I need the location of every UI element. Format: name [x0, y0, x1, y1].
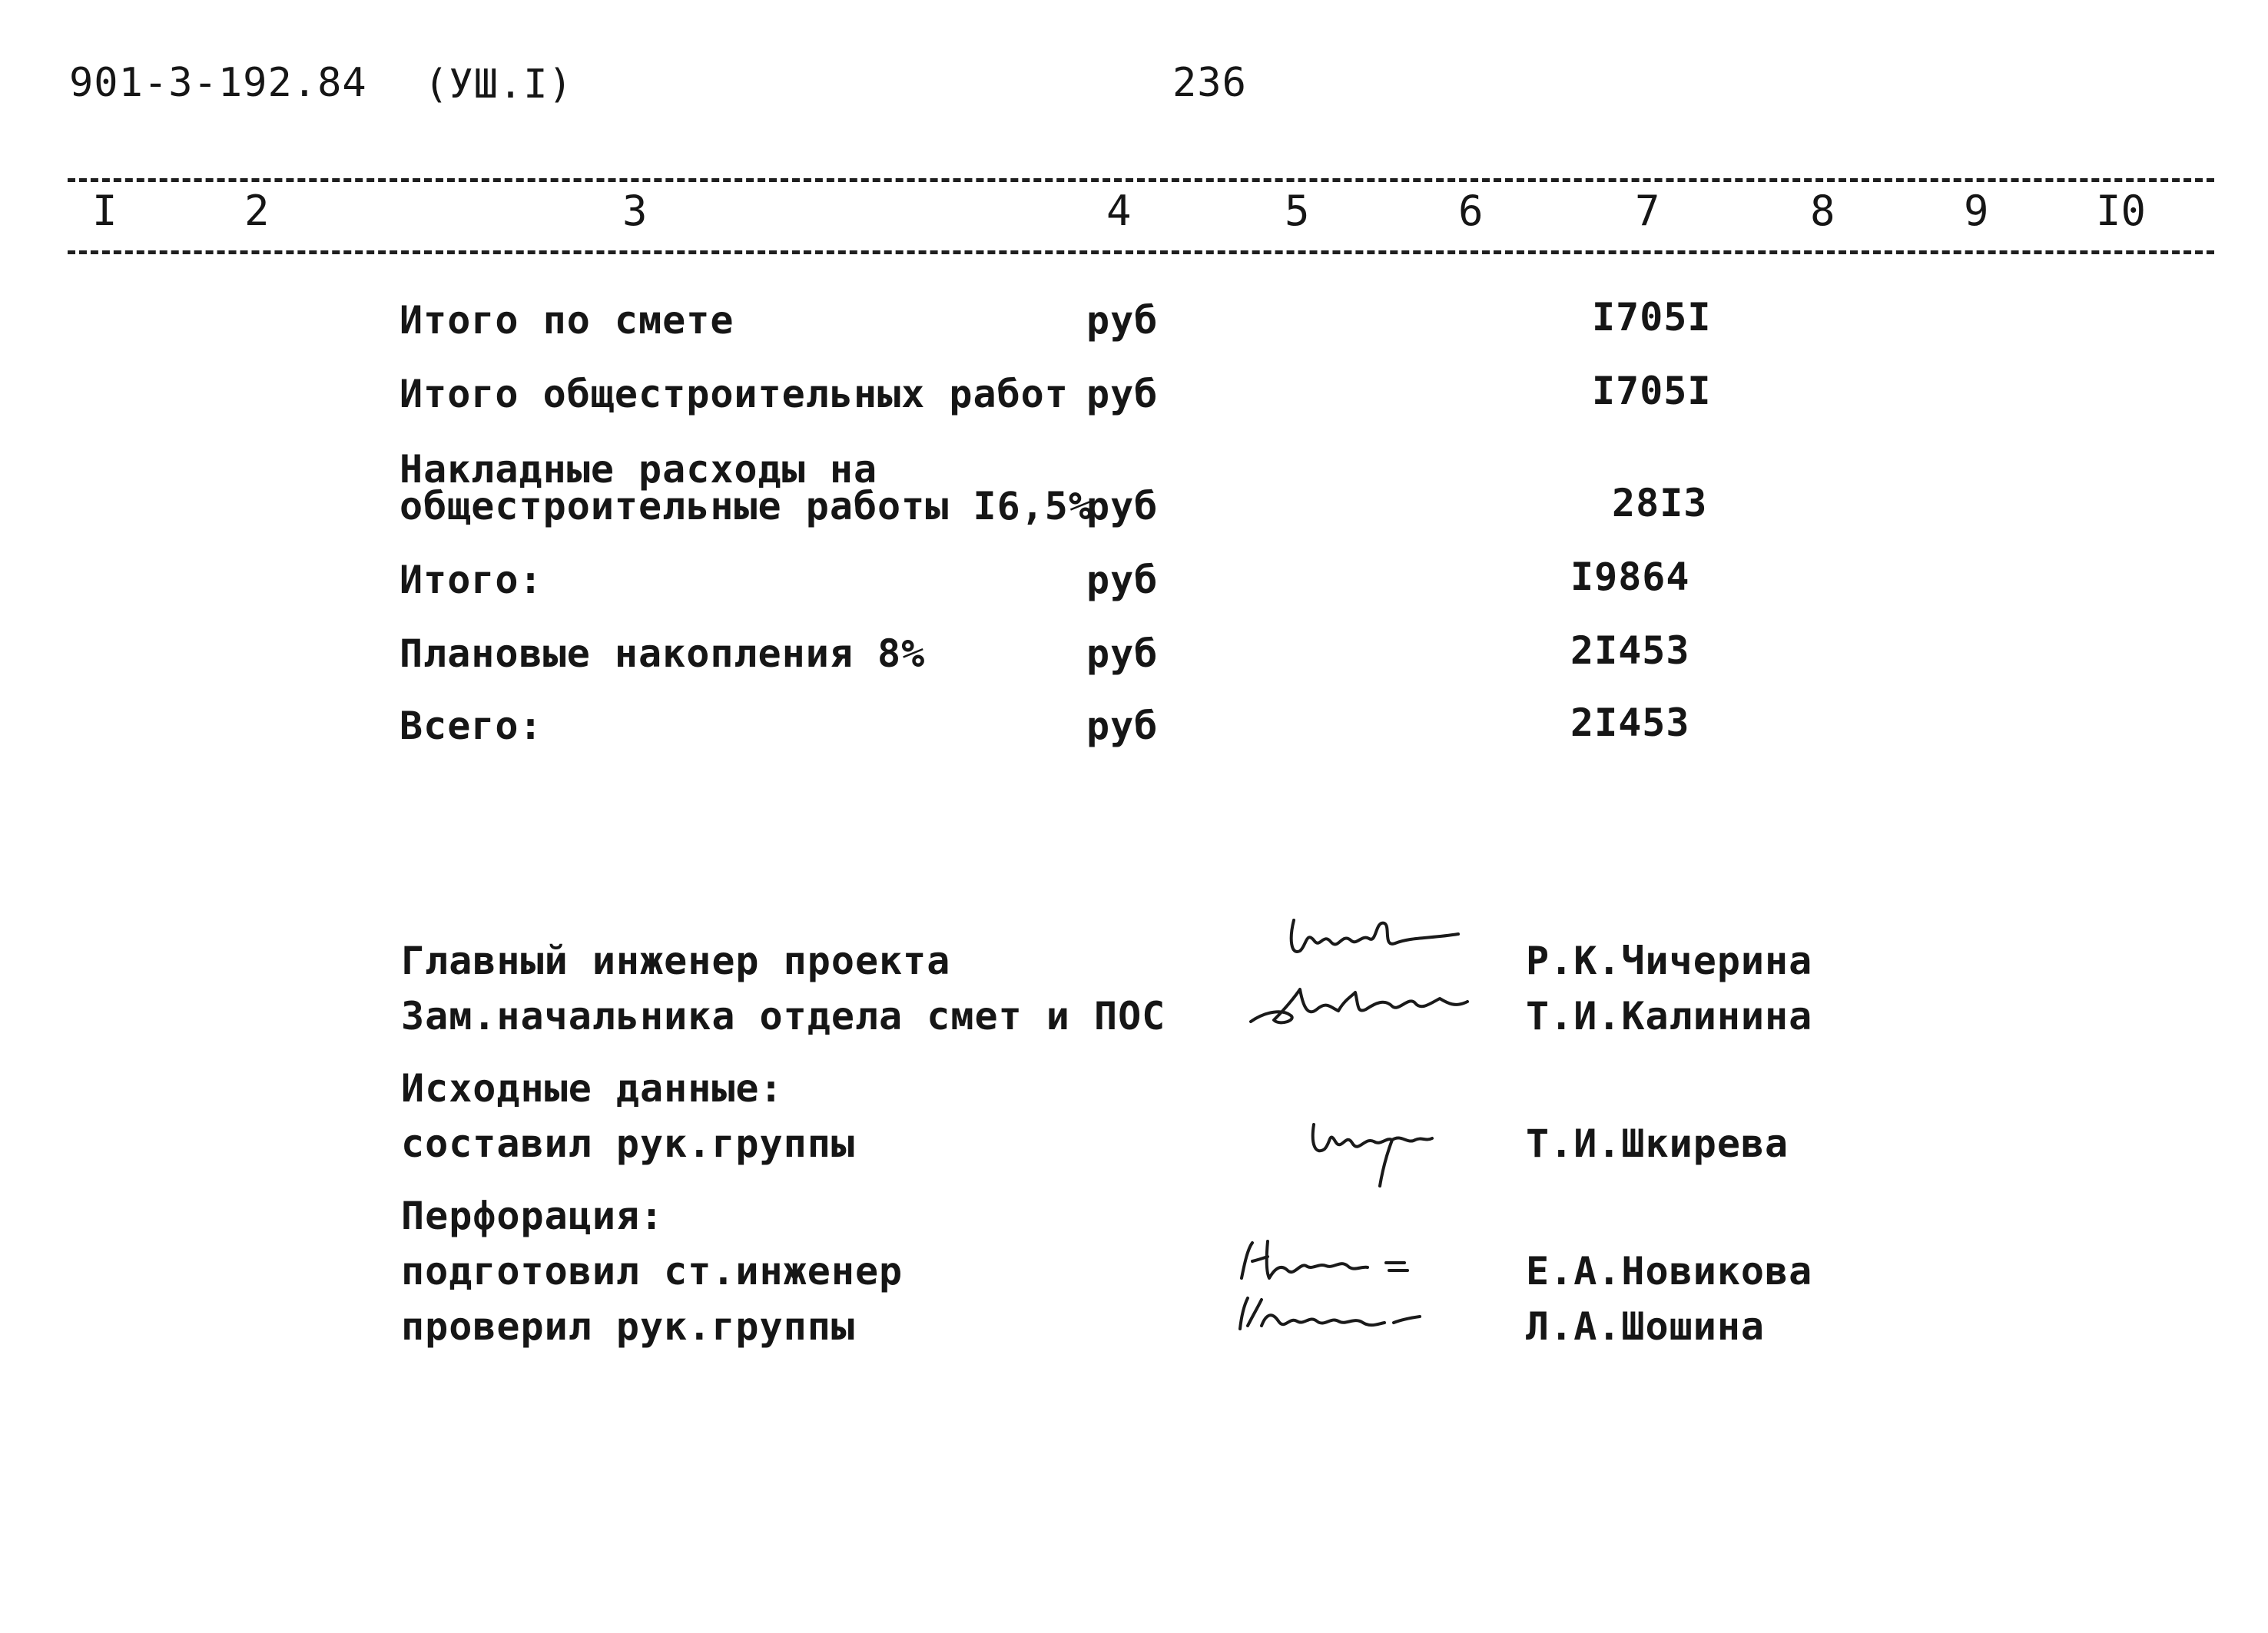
row-amount: I705I: [1592, 295, 1712, 340]
handwritten-signature: [1283, 905, 1467, 966]
signatory-name: Т.И.Калинина: [1526, 994, 1813, 1038]
row-unit: руб: [1086, 298, 1159, 343]
row-description-line-2: общестроительные работы I6,5%: [400, 484, 1093, 528]
document-code: 901-3-192.84: [69, 60, 367, 106]
row-description: Итого общестроительных работ: [400, 372, 1069, 416]
column-number-4: 4: [1106, 187, 1132, 235]
row-unit: руб: [1086, 484, 1159, 528]
row-amount: 2I453: [1570, 628, 1690, 673]
handwritten-signature: [1231, 1290, 1431, 1344]
row-amount: I9864: [1570, 555, 1690, 599]
row-description: Итого по смете: [400, 298, 734, 343]
page-number: 236: [1172, 60, 1247, 106]
row-description: Итого:: [400, 558, 543, 602]
signatory-role: подготовил ст.инженер: [401, 1249, 904, 1293]
row-unit: руб: [1086, 704, 1159, 748]
column-number-9: 9: [1964, 187, 1989, 235]
row-unit: руб: [1086, 558, 1159, 602]
signatory-role: проверил рук.группы: [401, 1304, 855, 1349]
row-amount: 28I3: [1612, 481, 1708, 525]
handwritten-signature: [1232, 1232, 1424, 1293]
section-heading: Перфорация:: [401, 1194, 665, 1238]
row-amount: 2I453: [1570, 701, 1690, 745]
signatory-name: Л.А.Шошина: [1526, 1304, 1766, 1349]
row-unit: руб: [1086, 372, 1159, 416]
column-number-2: 2: [244, 187, 270, 235]
table-top-rule: [68, 178, 2214, 182]
column-number-1: I: [92, 187, 118, 235]
handwritten-signature: [1306, 1106, 1437, 1191]
signatory-role: составил рук.группы: [401, 1121, 855, 1166]
signatory-name: Т.И.Шкирева: [1526, 1121, 1789, 1166]
row-amount: I705I: [1592, 369, 1712, 413]
table-header-bottom-rule: [68, 250, 2214, 254]
signatory-name: Р.К.Чичерина: [1526, 939, 1813, 983]
section-heading: Исходные данные:: [401, 1066, 784, 1111]
column-number-6: 6: [1458, 187, 1484, 235]
column-number-5: 5: [1285, 187, 1310, 235]
column-number-7: 7: [1635, 187, 1660, 235]
row-description-line-1: Накладные расходы на: [400, 447, 878, 492]
column-number-8: 8: [1810, 187, 1835, 235]
signatory-role: Зам.начальника отдела смет и ПОС: [401, 994, 1166, 1038]
album-label: (УШ.I): [424, 61, 573, 108]
column-number-3: 3: [622, 187, 648, 235]
column-number-10: I0: [2096, 187, 2147, 235]
signatory-role: Главный инженер проекта: [401, 939, 951, 983]
handwritten-signature: [1243, 975, 1474, 1037]
row-description: Всего:: [400, 704, 543, 748]
signatory-name: Е.А.Новикова: [1526, 1249, 1813, 1293]
row-unit: руб: [1086, 631, 1159, 676]
row-description: Плановые накопления 8%: [400, 631, 926, 676]
